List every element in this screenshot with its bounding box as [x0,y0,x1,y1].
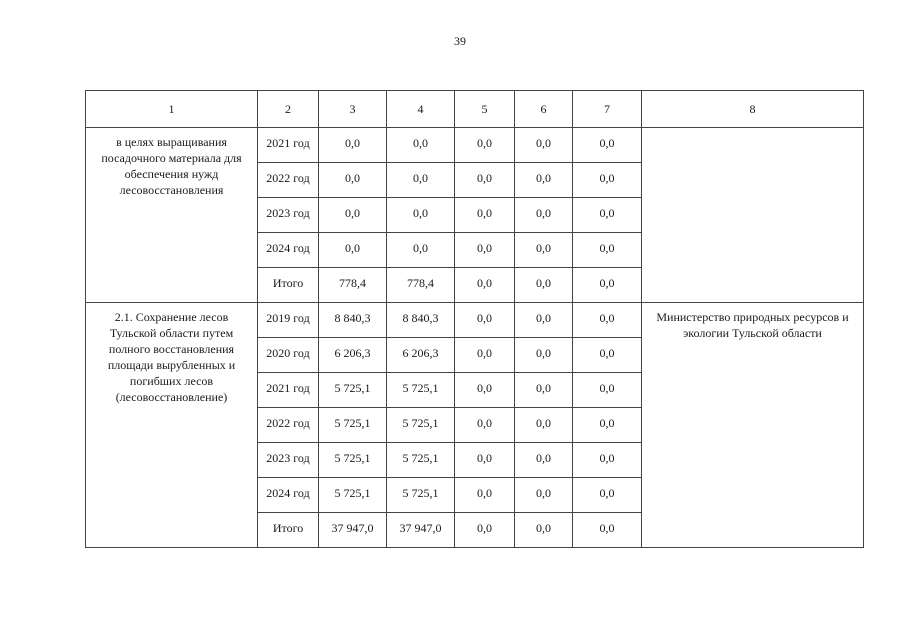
value-cell: 0,0 [573,128,642,163]
value-cell: 0,0 [515,303,573,338]
value-cell: 0,0 [455,338,515,373]
value-cell: 0,0 [573,198,642,233]
value-cell: 0,0 [515,443,573,478]
measure-description: 2.1. Сохранение лесов Тульской области путем полного восстановления площади вырубленных и погибших лесов (лесовосстановление) [86,303,258,548]
value-cell: 5 725,1 [387,443,455,478]
header-cell: 4 [387,91,455,128]
year-cell: 2019 год [258,303,319,338]
year-cell: 2022 год [258,408,319,443]
header-cell: 5 [455,91,515,128]
value-cell: 0,0 [455,233,515,268]
value-cell: 0,0 [573,303,642,338]
value-cell: 0,0 [573,513,642,548]
value-cell: 0,0 [319,163,387,198]
page-number: 39 [454,34,466,48]
value-cell: 778,4 [387,268,455,303]
value-cell: 0,0 [573,338,642,373]
table-row [86,128,864,163]
value-cell: 778,4 [319,268,387,303]
table-body [86,91,864,548]
value-cell: 0,0 [387,198,455,233]
value-cell: 0,0 [319,198,387,233]
value-cell: 0,0 [515,373,573,408]
header-cell: 2 [258,91,319,128]
value-cell: 0,0 [573,478,642,513]
year-cell: 2020 год [258,338,319,373]
value-cell: 0,0 [455,268,515,303]
value-cell: 6 206,3 [319,338,387,373]
header-cell: 6 [515,91,573,128]
value-cell: 0,0 [515,233,573,268]
value-cell: 0,0 [515,513,573,548]
year-cell: 2021 год [258,373,319,408]
value-cell: 8 840,3 [387,303,455,338]
value-cell: 0,0 [387,163,455,198]
value-cell: 0,0 [573,408,642,443]
header-cell: 1 [86,91,258,128]
value-cell: 5 725,1 [319,443,387,478]
header-cell: 3 [319,91,387,128]
value-cell: 0,0 [573,268,642,303]
value-cell: 0,0 [455,163,515,198]
value-cell: 0,0 [387,233,455,268]
value-cell: 0,0 [515,338,573,373]
year-cell: 2024 год [258,478,319,513]
responsible-executor [642,128,864,303]
value-cell: 0,0 [455,478,515,513]
year-cell: 2021 год [258,128,319,163]
value-cell: 0,0 [455,513,515,548]
value-cell: 5 725,1 [319,478,387,513]
value-cell: 0,0 [573,373,642,408]
value-cell: 6 206,3 [387,338,455,373]
year-cell: Итого [258,268,319,303]
value-cell: 0,0 [515,198,573,233]
value-cell: 0,0 [515,128,573,163]
value-cell: 0,0 [455,128,515,163]
value-cell: 0,0 [319,128,387,163]
value-cell: 0,0 [455,408,515,443]
value-cell: 37 947,0 [319,513,387,548]
value-cell: 8 840,3 [319,303,387,338]
value-cell: 0,0 [319,233,387,268]
budget-table [85,90,864,548]
value-cell: 5 725,1 [387,373,455,408]
year-cell: 2023 год [258,443,319,478]
value-cell: 0,0 [387,128,455,163]
value-cell: 5 725,1 [387,408,455,443]
header-cell: 7 [573,91,642,128]
value-cell: 5 725,1 [387,478,455,513]
value-cell: 0,0 [515,268,573,303]
year-cell: 2022 год [258,163,319,198]
header-cell: 8 [642,91,864,128]
value-cell: 37 947,0 [387,513,455,548]
value-cell: 0,0 [573,163,642,198]
table-row [86,303,864,338]
value-cell: 0,0 [455,373,515,408]
value-cell: 0,0 [455,443,515,478]
value-cell: 0,0 [455,303,515,338]
header-row [86,91,864,128]
measure-description: в целях выращивания посадочного материала для обеспечения нужд лесовосстановления [86,128,258,303]
value-cell: 0,0 [573,233,642,268]
year-cell: Итого [258,513,319,548]
responsible-executor: Министерство природных ресурсов и экологии Тульской области [642,303,864,548]
value-cell: 5 725,1 [319,373,387,408]
value-cell: 0,0 [515,163,573,198]
value-cell: 0,0 [573,443,642,478]
year-cell: 2024 год [258,233,319,268]
value-cell: 0,0 [515,478,573,513]
value-cell: 0,0 [455,198,515,233]
value-cell: 5 725,1 [319,408,387,443]
year-cell: 2023 год [258,198,319,233]
value-cell: 0,0 [515,408,573,443]
